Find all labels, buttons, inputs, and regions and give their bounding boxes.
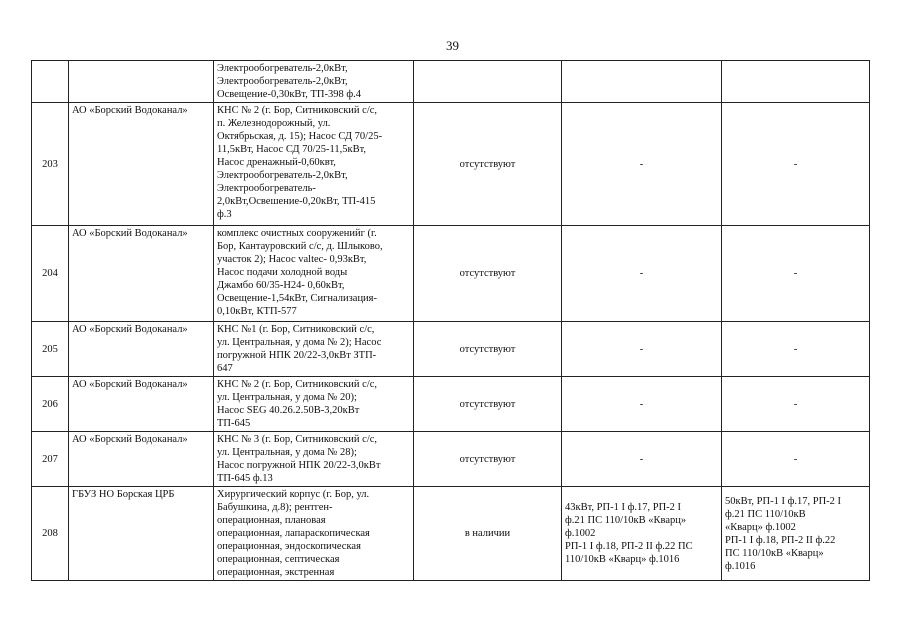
status-cell: отсутствуют bbox=[414, 103, 562, 226]
object-description-cell bbox=[214, 377, 414, 432]
col6_lines-line: - bbox=[793, 398, 798, 410]
col6_lines-line: - bbox=[793, 268, 798, 279]
object_lines-line: ТП-645 bbox=[217, 418, 251, 429]
object_lines-line: операционная, эндоскопическая bbox=[217, 541, 361, 552]
object_lines-line: Насос дренажный-0,60квт, bbox=[217, 157, 336, 168]
object_lines-line: операционная, экстренная bbox=[217, 567, 335, 578]
table-row bbox=[32, 377, 870, 432]
table-row bbox=[32, 487, 870, 581]
organization-cell: АО «Борский Водоканал» bbox=[69, 322, 214, 377]
capacity-reserve-cell bbox=[722, 487, 870, 581]
object_lines-line: ул. Центральная, у дома № 20); bbox=[217, 392, 357, 403]
object-description-cell bbox=[214, 226, 414, 322]
object-description-cell bbox=[214, 432, 414, 487]
object_lines-line: КНС №1 (г. Бор, Ситниковский с/с, bbox=[217, 324, 375, 335]
object_lines-line: 0,10кВт, КТП-577 bbox=[217, 306, 297, 317]
status-cell: отсутствуют bbox=[414, 377, 562, 432]
col6_lines-line: - bbox=[793, 158, 798, 170]
col6_lines-line: - bbox=[793, 453, 798, 465]
data-table bbox=[31, 60, 870, 581]
row-number-cell: 203 bbox=[32, 103, 69, 226]
object_lines-line: ф.3 bbox=[217, 209, 232, 220]
capacity-reserve-cell bbox=[722, 103, 870, 226]
object_lines-line: 11,5кВт, Насос СД 70/25-11,5кВт, bbox=[217, 144, 367, 155]
status-cell: отсутствуют bbox=[414, 226, 562, 322]
capacity-reserve-cell bbox=[722, 432, 870, 487]
object_lines-line: Освещение-0,30кВт, ТП-398 ф.4 bbox=[217, 89, 362, 100]
table-row bbox=[32, 432, 870, 487]
object_lines-line: Хирургический корпус (г. Бор, ул. bbox=[217, 489, 370, 500]
capacity-cell bbox=[562, 377, 722, 432]
organization-cell bbox=[69, 61, 214, 103]
col5_lines-line: ф.1002 bbox=[565, 528, 596, 539]
status-cell: в наличии bbox=[414, 487, 562, 581]
organization-cell: АО «Борский Водоканал» bbox=[69, 103, 214, 226]
capacity-reserve-cell bbox=[722, 377, 870, 432]
object_lines-line: КНС № 3 (г. Бор, Ситниковский с/с, bbox=[217, 434, 378, 445]
status-cell: отсутствуют bbox=[414, 432, 562, 487]
table-row bbox=[32, 61, 870, 103]
col6_lines-line: «Кварц» ф.1002 bbox=[725, 521, 796, 533]
col5_lines-line: - bbox=[639, 453, 644, 465]
object_lines-line: КНС № 2 (г. Бор, Ситниковский с/с, bbox=[217, 379, 378, 390]
col5_lines-line: - bbox=[639, 268, 644, 279]
col6_lines-line: РП-1 I ф.18, РП-2 II ф.22 bbox=[725, 534, 836, 546]
capacity-cell bbox=[562, 322, 722, 377]
col6_lines-line: ПС 110/10кВ «Кварц» bbox=[725, 547, 824, 559]
page-number: 39 bbox=[446, 38, 459, 53]
col5_lines-line: ф.21 ПС 110/10кВ «Кварц» bbox=[565, 515, 687, 526]
object_lines-line: 647 bbox=[217, 363, 233, 374]
col5_lines-line: РП-1 I ф.18, РП-2 II ф.22 ПС bbox=[565, 541, 693, 552]
capacity-cell bbox=[562, 61, 722, 103]
organization-cell: АО «Борский Водоканал» bbox=[69, 377, 214, 432]
col5_lines-line: 110/10кВ «Кварц» ф.1016 bbox=[565, 554, 680, 565]
col5_lines-line: - bbox=[639, 343, 644, 355]
table-row bbox=[32, 226, 870, 322]
capacity-cell bbox=[562, 103, 722, 226]
organization-cell: ГБУЗ НО Борская ЦРБ bbox=[69, 487, 214, 581]
status-cell: отсутствуют bbox=[414, 322, 562, 377]
object-description-cell bbox=[214, 322, 414, 377]
object_lines-line: Электрообогреватель-2,0кВт, bbox=[217, 170, 348, 181]
object_lines-line: Октябрьская, д. 15); Насос СД 70/25- bbox=[217, 131, 383, 142]
capacity-cell bbox=[562, 432, 722, 487]
table-row bbox=[32, 322, 870, 377]
object_lines-line: ул. Центральная, у дома № 2); Насос bbox=[217, 337, 382, 348]
organization-cell: АО «Борский Водоканал» bbox=[69, 226, 214, 322]
col5_lines-line: 43кВт, РП-1 I ф.17, РП-2 I bbox=[565, 502, 682, 513]
row-number-cell: 206 bbox=[32, 377, 69, 432]
object_lines-line: КНС № 2 (г. Бор, Ситниковский с/с, bbox=[217, 105, 378, 116]
table-row bbox=[32, 103, 870, 226]
object_lines-line: Электрообогреватель- bbox=[217, 183, 316, 194]
status-cell bbox=[414, 61, 562, 103]
object_lines-line: ул. Центральная, у дома № 28); bbox=[217, 447, 357, 458]
object_lines-line: 2,0кВт,Освешение-0,20кВт, ТП-415 bbox=[217, 196, 376, 207]
capacity-cell bbox=[562, 487, 722, 581]
object_lines-line: Насос подачи холодной воды bbox=[217, 267, 348, 278]
object_lines-line: операционная, лапараскопическая bbox=[217, 528, 370, 539]
object_lines-line: погружной НПК 20/22-3,0кВт ЗТП- bbox=[217, 350, 377, 361]
col6_lines-line: ф.21 ПС 110/10кВ bbox=[725, 508, 806, 520]
capacity-reserve-cell bbox=[722, 226, 870, 322]
organization-cell: АО «Борский Водоканал» bbox=[69, 432, 214, 487]
col5_lines-line: - bbox=[639, 398, 644, 410]
capacity-reserve-cell bbox=[722, 322, 870, 377]
object_lines-line: участок 2); Насос valtec- 0,93кВт, bbox=[217, 254, 367, 265]
object_lines-line: Джамбо 60/35-Н24- 0,60кВт, bbox=[217, 280, 345, 291]
object_lines-line: Электрообогреватель-2,0кВт, bbox=[217, 76, 348, 87]
row-number-cell: 207 bbox=[32, 432, 69, 487]
object_lines-line: ТП-645 ф.13 bbox=[217, 473, 273, 484]
object_lines-line: комплекс очистных сооруженийг (г. bbox=[217, 228, 377, 239]
object_lines-line: Насос погружной НПК 20/22-3,0кВт bbox=[217, 460, 381, 471]
object_lines-line: Бор, Кантауровский с/с, д. Шлыково, bbox=[217, 241, 383, 252]
capacity-cell bbox=[562, 226, 722, 322]
col5_lines-line: - bbox=[639, 158, 644, 170]
object_lines-line: Освещение-1,54кВт, Сигнализация- bbox=[217, 293, 378, 304]
object_lines-line: Насос SEG 40.26.2.50В-3,20кВт bbox=[217, 405, 360, 416]
object_lines-line: операционная, плановая bbox=[217, 515, 326, 526]
object_lines-line: Бабушкина, д.8); рентген- bbox=[217, 502, 333, 513]
col6_lines-line: - bbox=[793, 343, 798, 355]
object-description-cell bbox=[214, 61, 414, 103]
object-description-cell bbox=[214, 103, 414, 226]
object_lines-line: Электрообогреватель-2,0кВт, bbox=[217, 63, 348, 74]
row-number-cell bbox=[32, 61, 69, 103]
object_lines-line: п. Железнодорожный, ул. bbox=[217, 118, 331, 129]
object_lines-line: операционная, септическая bbox=[217, 554, 340, 565]
col6_lines-line: ф.1016 bbox=[725, 560, 756, 572]
row-number-cell: 204 bbox=[32, 226, 69, 322]
capacity-reserve-cell bbox=[722, 61, 870, 103]
object-description-cell bbox=[214, 487, 414, 581]
row-number-cell: 205 bbox=[32, 322, 69, 377]
col6_lines-line: 50кВт, РП-1 I ф.17, РП-2 I bbox=[725, 495, 842, 507]
row-number-cell: 208 bbox=[32, 487, 69, 581]
